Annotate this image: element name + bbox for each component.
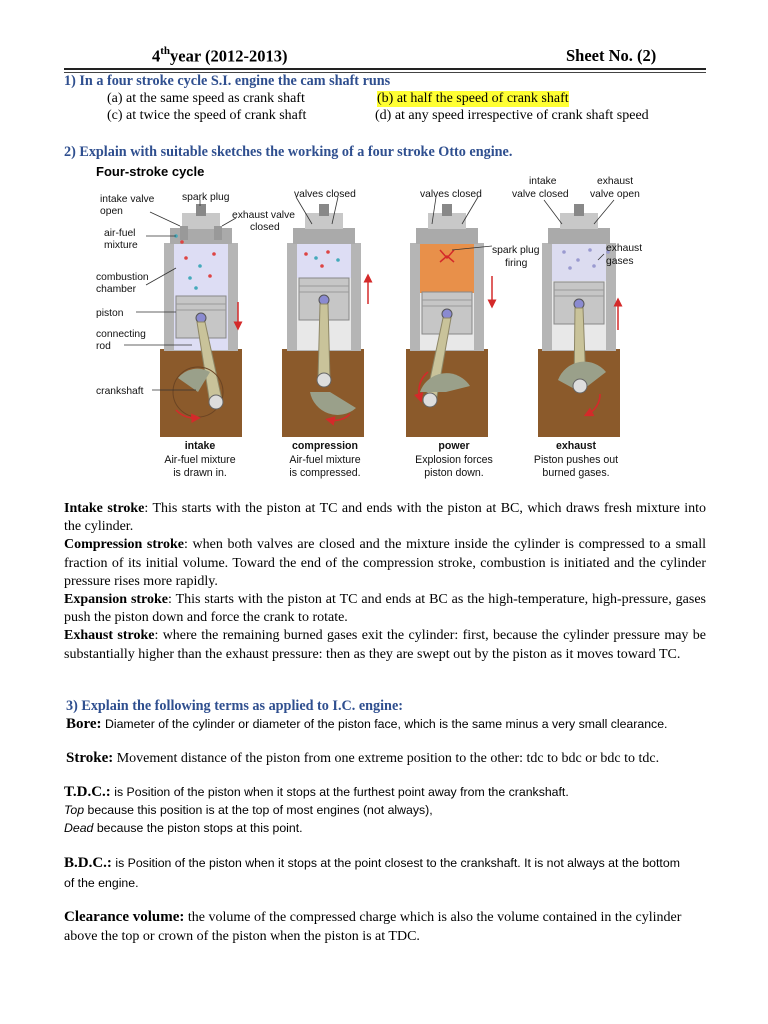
label-exhaust-valve-closed-2: closed [250, 222, 280, 233]
label-crankshaft: crankshaft [96, 386, 144, 397]
caption-compression-line2: is compressed. [289, 467, 361, 479]
header-year: 4thyear (2012-2013) [152, 45, 288, 66]
label-exhaust-valve-open-2: valve open [590, 189, 640, 200]
question-1-option-c: (c) at twice the speed of crank shaft [107, 108, 307, 123]
intake-stroke-paragraph [64, 500, 706, 536]
caption-power-line2: piston down. [424, 467, 484, 479]
expansion-stroke-paragraph [64, 591, 706, 627]
exhaust-stroke-body: : where the remaining burned gases exit the cylinder: first, because the cylinder pressure may be substantially higher than the exhaust pressure: then as they are swept out by the piston as it moves toward TC. [64, 628, 706, 662]
expansion-stroke-term: Expansion stroke [64, 592, 169, 608]
question-1-option-a: (a) at the same speed as crank shaft [107, 91, 305, 106]
label-air-fuel-1: air-fuel [104, 228, 136, 239]
caption-compression-line1: Air-fuel mixture [289, 454, 361, 466]
intake-stroke-term: Intake stroke [64, 501, 145, 516]
clearance-volume-definition [64, 908, 684, 946]
label-valves-closed-compression: valves closed [294, 189, 356, 200]
label-valves-closed-power: valves closed [420, 189, 482, 200]
bore-text: Diameter of the cylinder or diameter of the piston face, which is the same minus a very small clearance. [101, 717, 668, 731]
figure-title: Four-stroke cycle [96, 164, 205, 179]
intake-stroke-body: : This starts with the piston at TC and ends with the piston at BC, which draws fresh mixture into the cylinder. [64, 501, 707, 535]
bdc-term: B.D.C.: [64, 855, 112, 871]
tdc-term: T.D.C.: [64, 784, 111, 800]
four-stroke-cycle-figure [0, 160, 768, 485]
label-intake-valve-closed-1: intake [529, 176, 557, 187]
bore-term: Bore: [66, 716, 102, 732]
label-connecting-rod-1: connecting [96, 329, 146, 340]
question-1-option-d: (d) at any speed irrespective of crank shaft speed [375, 108, 649, 123]
tdc-text: is Position of the piston when it stops at the furthest point away from the crankshaft. [110, 785, 569, 799]
stroke-text: Movement distance of the piston from one extreme position to the other: tdc to bdc or bdc to tdc. [113, 751, 660, 766]
clearance-volume-text: the volume of the compressed charge which is also the volume contained in the cylinder above the top or crown of the piston when the piston is at TDC. [64, 910, 682, 944]
engine-intake-diagram [160, 204, 242, 437]
stroke-descriptions [64, 500, 706, 664]
caption-power-line1: Explosion forces [415, 454, 493, 466]
label-connecting-rod-2: rod [96, 341, 111, 352]
label-exhaust-valve-open-1: exhaust [597, 176, 634, 187]
engine-exhaust-diagram [538, 204, 620, 437]
stroke-definition [66, 750, 726, 767]
label-piston: piston [96, 308, 124, 319]
caption-exhaust-line2: burned gases. [542, 467, 610, 479]
label-air-fuel-2: mixture [104, 240, 138, 251]
caption-intake-title: intake [184, 440, 216, 452]
exhaust-stroke-paragraph [64, 627, 706, 663]
label-combustion-chamber-2: chamber [96, 284, 137, 295]
compression-stroke-paragraph [64, 536, 706, 591]
label-spark-plug: spark plug [182, 192, 230, 203]
tdc-definition [64, 783, 724, 837]
engine-power-diagram [406, 204, 492, 437]
label-exhaust-valve-closed-1: exhaust valve [232, 210, 295, 221]
label-combustion-chamber-1: combustion [96, 272, 149, 283]
header-rule [64, 68, 706, 70]
engine-compression-diagram [282, 204, 368, 437]
question-1-option-b-highlighted: (b) at half the speed of crank shaft [377, 91, 569, 106]
label-spark-plug-firing-2: firing [505, 258, 528, 269]
label-intake-valve-open-1: intake valve [100, 194, 155, 205]
stroke-term: Stroke: [66, 750, 114, 766]
label-intake-valve-open-2: open [100, 206, 123, 217]
label-exhaust-gases-1: exhaust [606, 243, 643, 254]
tdc-top-word: Top [64, 803, 85, 817]
label-intake-valve-closed-2: valve closed [512, 189, 569, 200]
caption-exhaust-line1: Piston pushes out [533, 454, 619, 466]
bdc-definition [64, 853, 684, 893]
question-1-title: 1) In a four stroke cycle S.I. engine the cam shaft runs [64, 73, 391, 89]
tdc-top-text: because this position is at the top of most engines (not always), [84, 803, 433, 817]
question-3-title: 3) Explain the following terms as applied to I.C. engine: [66, 698, 403, 714]
bdc-text: is Position of the piston when it stops at the point closest to the crankshaft. It is not always at the bottom of the engine. [64, 856, 680, 890]
clearance-volume-term: Clearance volume: [64, 909, 185, 925]
tdc-dead-text: because the piston stops at this point. [93, 821, 303, 835]
caption-intake-line2: is drawn in. [173, 467, 227, 479]
label-exhaust-gases-2: gases [606, 256, 634, 267]
caption-compression-title: compression [292, 440, 358, 452]
expansion-stroke-body: : This starts with the piston at TC and ends at BC as the high-temperature, high-pressure, gases push the piston down and force the crank to rotate. [64, 592, 707, 626]
caption-intake-line1: Air-fuel mixture [164, 454, 236, 466]
caption-exhaust-title: exhaust [555, 440, 597, 452]
caption-power-title: power [438, 440, 470, 452]
compression-stroke-term: Compression stroke [64, 537, 185, 553]
header-sheet-number: Sheet No. (2) [566, 46, 657, 65]
tdc-dead-word: Dead [64, 821, 94, 835]
exhaust-stroke-term: Exhaust stroke [64, 628, 155, 644]
bore-definition [66, 715, 726, 733]
compression-stroke-body: : when both valves are closed and the mixture inside the cylinder is compressed to a small fraction of its initial volume. Toward the end of the compression stroke, combustion is initiated and the cylinder pressure rises more rapidly. [64, 537, 706, 589]
label-spark-plug-firing-1: spark plug [492, 245, 540, 256]
question-2-title: 2) Explain with suitable sketches the working of a four stroke Otto engine. [64, 144, 513, 160]
